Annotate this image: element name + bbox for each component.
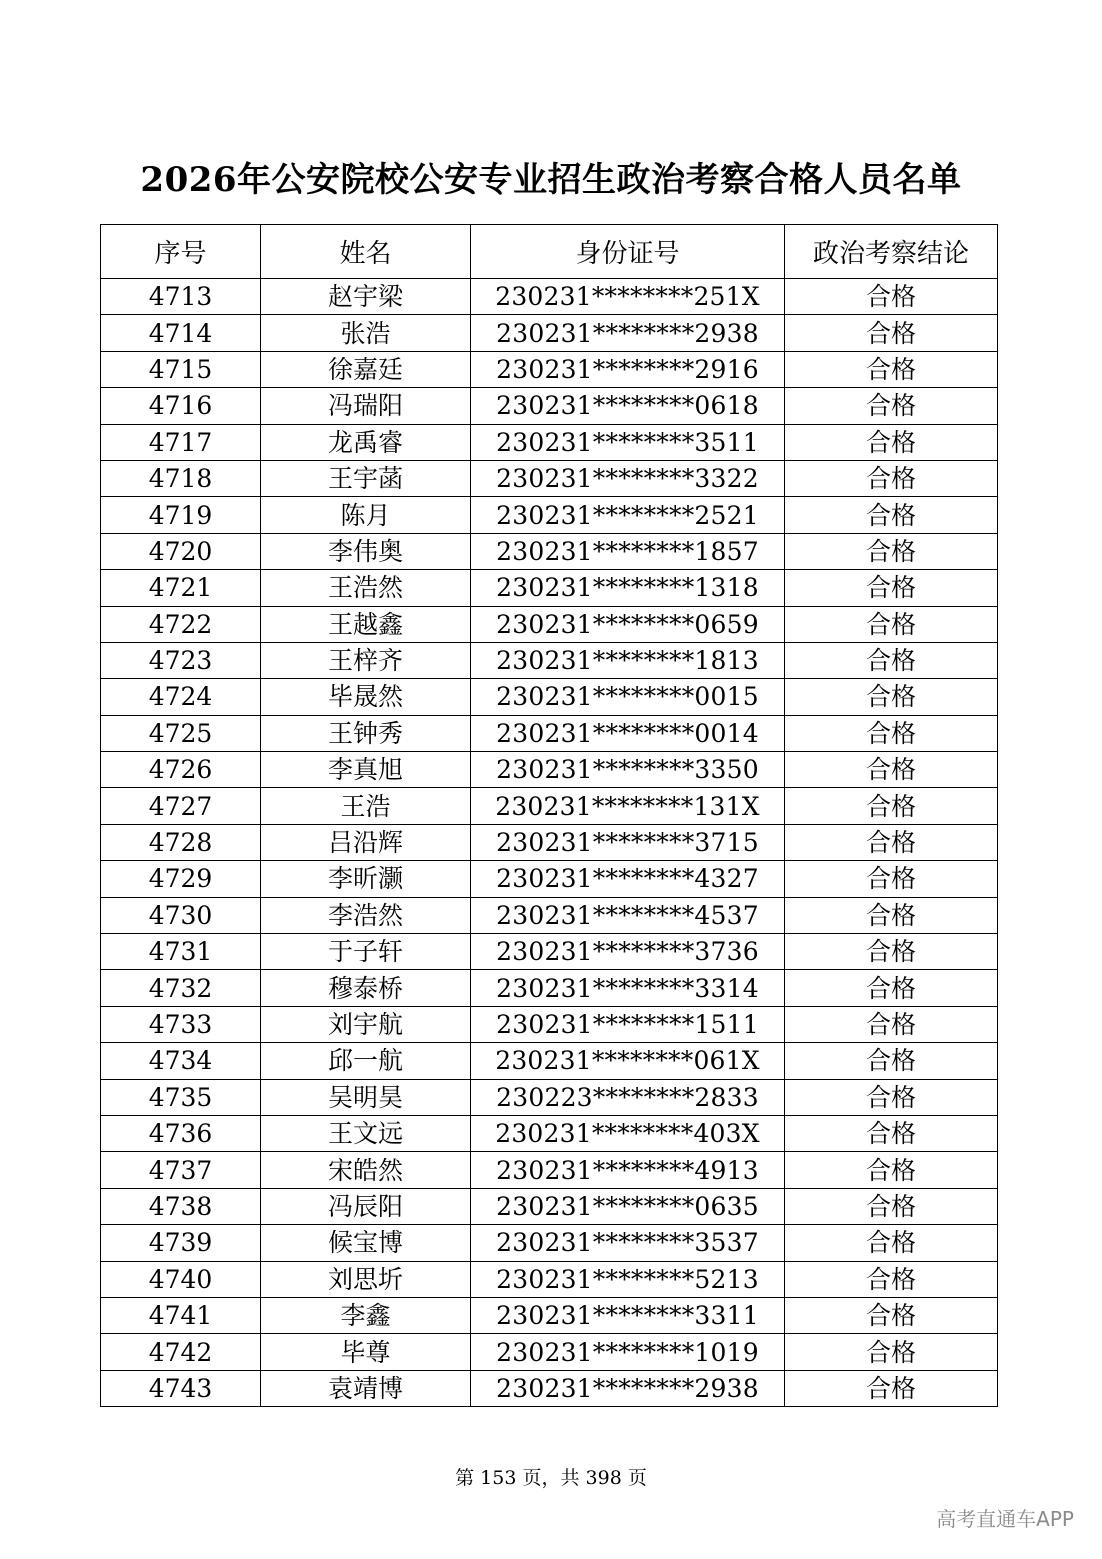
cell-seq: 4722 — [101, 606, 261, 642]
cell-seq: 4743 — [101, 1370, 261, 1406]
cell-result: 合格 — [785, 934, 998, 970]
cell-id-number: 230231********4327 — [471, 861, 785, 897]
cell-result: 合格 — [785, 1006, 998, 1042]
cell-name: 张浩 — [261, 315, 471, 351]
cell-id-number: 230231********2521 — [471, 497, 785, 533]
table-row — [101, 788, 998, 824]
cell-name: 龙禹睿 — [261, 424, 471, 460]
cell-result: 合格 — [785, 897, 998, 933]
header-name: 姓名 — [261, 225, 471, 279]
cell-id-number: 230231********2938 — [471, 315, 785, 351]
table-row — [101, 934, 998, 970]
cell-name: 王浩 — [261, 788, 471, 824]
watermark: 高考直通车APP — [936, 1507, 1074, 1531]
cell-seq: 4734 — [101, 1043, 261, 1079]
table-row — [101, 315, 998, 351]
cell-id-number: 230231********0015 — [471, 679, 785, 715]
table-row — [101, 497, 998, 533]
header-id-number: 身份证号 — [471, 225, 785, 279]
cell-seq: 4740 — [101, 1261, 261, 1297]
table-row — [101, 1261, 998, 1297]
table-row — [101, 715, 998, 751]
cell-result: 合格 — [785, 1188, 998, 1224]
cell-name: 吴明昊 — [261, 1079, 471, 1115]
cell-result: 合格 — [785, 679, 998, 715]
cell-name: 于子轩 — [261, 934, 471, 970]
cell-id-number: 230231********2916 — [471, 351, 785, 387]
table-row — [101, 533, 998, 569]
cell-name: 邱一航 — [261, 1043, 471, 1079]
table-row — [101, 1152, 998, 1188]
cell-result: 合格 — [785, 315, 998, 351]
cell-name: 陈月 — [261, 497, 471, 533]
cell-name: 王钟秀 — [261, 715, 471, 751]
table-row — [101, 1297, 998, 1333]
cell-id-number: 230223********2833 — [471, 1079, 785, 1115]
cell-result: 合格 — [785, 1225, 998, 1261]
cell-result: 合格 — [785, 388, 998, 424]
table-row — [101, 606, 998, 642]
table-row — [101, 1188, 998, 1224]
cell-seq: 4728 — [101, 824, 261, 860]
cell-result: 合格 — [785, 970, 998, 1006]
cell-name: 宋皓然 — [261, 1152, 471, 1188]
cell-result: 合格 — [785, 533, 998, 569]
table-row — [101, 1370, 998, 1406]
table-header-row — [101, 225, 998, 279]
cell-seq: 4724 — [101, 679, 261, 715]
cell-id-number: 230231********1813 — [471, 642, 785, 678]
cell-id-number: 230231********0659 — [471, 606, 785, 642]
table-row — [101, 1115, 998, 1151]
cell-id-number: 230231********0635 — [471, 1188, 785, 1224]
page-footer: 第 153 页，共 398 页 — [455, 1467, 647, 1489]
header-result: 政治考察结论 — [785, 225, 998, 279]
cell-seq: 4718 — [101, 460, 261, 496]
cell-seq: 4731 — [101, 934, 261, 970]
table-row — [101, 824, 998, 860]
cell-id-number: 230231********0618 — [471, 388, 785, 424]
cell-result: 合格 — [785, 1370, 998, 1406]
cell-result: 合格 — [785, 1334, 998, 1370]
table-row — [101, 460, 998, 496]
table-row — [101, 642, 998, 678]
cell-result: 合格 — [785, 497, 998, 533]
table-row — [101, 279, 998, 315]
table-row — [101, 1225, 998, 1261]
cell-seq: 4735 — [101, 1079, 261, 1115]
cell-seq: 4726 — [101, 752, 261, 788]
cell-id-number: 230231********3311 — [471, 1297, 785, 1333]
cell-seq: 4736 — [101, 1115, 261, 1151]
cell-result: 合格 — [785, 861, 998, 897]
cell-seq: 4717 — [101, 424, 261, 460]
cell-id-number: 230231********251X — [471, 279, 785, 315]
cell-name: 刘思圻 — [261, 1261, 471, 1297]
cell-name: 吕沿辉 — [261, 824, 471, 860]
cell-seq: 4742 — [101, 1334, 261, 1370]
table-row — [101, 752, 998, 788]
table-row — [101, 351, 998, 387]
cell-name: 李鑫 — [261, 1297, 471, 1333]
roster-table — [100, 224, 998, 1407]
cell-seq: 4720 — [101, 533, 261, 569]
cell-result: 合格 — [785, 752, 998, 788]
cell-seq: 4723 — [101, 642, 261, 678]
cell-id-number: 230231********1019 — [471, 1334, 785, 1370]
cell-result: 合格 — [785, 460, 998, 496]
cell-name: 刘宇航 — [261, 1006, 471, 1042]
cell-name: 毕尊 — [261, 1334, 471, 1370]
cell-id-number: 230231********3511 — [471, 424, 785, 460]
table-row — [101, 1079, 998, 1115]
cell-seq: 4729 — [101, 861, 261, 897]
cell-result: 合格 — [785, 1115, 998, 1151]
table-row — [101, 897, 998, 933]
cell-id-number: 230231********3715 — [471, 824, 785, 860]
cell-seq: 4719 — [101, 497, 261, 533]
cell-name: 李昕灏 — [261, 861, 471, 897]
cell-seq: 4721 — [101, 570, 261, 606]
cell-result: 合格 — [785, 788, 998, 824]
cell-seq: 4739 — [101, 1225, 261, 1261]
cell-seq: 4737 — [101, 1152, 261, 1188]
cell-id-number: 230231********131X — [471, 788, 785, 824]
cell-id-number: 230231********2938 — [471, 1370, 785, 1406]
cell-result: 合格 — [785, 1297, 998, 1333]
table-row — [101, 1043, 998, 1079]
cell-id-number: 230231********061X — [471, 1043, 785, 1079]
cell-id-number: 230231********0014 — [471, 715, 785, 751]
table-row — [101, 424, 998, 460]
cell-id-number: 230231********3736 — [471, 934, 785, 970]
cell-result: 合格 — [785, 824, 998, 860]
cell-seq: 4733 — [101, 1006, 261, 1042]
cell-id-number: 230231********1318 — [471, 570, 785, 606]
cell-id-number: 230231********3350 — [471, 752, 785, 788]
document-title: 2026年公安院校公安专业招生政治考察合格人员名单 — [140, 160, 962, 200]
header-seq: 序号 — [101, 225, 261, 279]
cell-name: 李真旭 — [261, 752, 471, 788]
cell-result: 合格 — [785, 606, 998, 642]
cell-result: 合格 — [785, 1079, 998, 1115]
cell-id-number: 230231********403X — [471, 1115, 785, 1151]
cell-name: 王浩然 — [261, 570, 471, 606]
cell-id-number: 230231********1857 — [471, 533, 785, 569]
cell-name: 袁靖博 — [261, 1370, 471, 1406]
cell-name: 冯辰阳 — [261, 1188, 471, 1224]
cell-id-number: 230231********3314 — [471, 970, 785, 1006]
cell-name: 候宝博 — [261, 1225, 471, 1261]
cell-seq: 4714 — [101, 315, 261, 351]
table-row — [101, 570, 998, 606]
cell-result: 合格 — [785, 1152, 998, 1188]
cell-id-number: 230231********4913 — [471, 1152, 785, 1188]
cell-result: 合格 — [785, 715, 998, 751]
cell-seq: 4738 — [101, 1188, 261, 1224]
cell-name: 王越鑫 — [261, 606, 471, 642]
cell-seq: 4715 — [101, 351, 261, 387]
cell-name: 李伟奥 — [261, 533, 471, 569]
cell-result: 合格 — [785, 351, 998, 387]
cell-seq: 4716 — [101, 388, 261, 424]
table-row — [101, 861, 998, 897]
table-row — [101, 1006, 998, 1042]
table-row — [101, 679, 998, 715]
cell-name: 王宇菡 — [261, 460, 471, 496]
cell-name: 毕晟然 — [261, 679, 471, 715]
cell-name: 王文远 — [261, 1115, 471, 1151]
cell-name: 赵宇梁 — [261, 279, 471, 315]
cell-result: 合格 — [785, 570, 998, 606]
cell-result: 合格 — [785, 424, 998, 460]
cell-name: 李浩然 — [261, 897, 471, 933]
cell-seq: 4732 — [101, 970, 261, 1006]
cell-result: 合格 — [785, 1043, 998, 1079]
cell-seq: 4725 — [101, 715, 261, 751]
cell-seq: 4741 — [101, 1297, 261, 1333]
cell-id-number: 230231********3322 — [471, 460, 785, 496]
cell-id-number: 230231********5213 — [471, 1261, 785, 1297]
table-row — [101, 388, 998, 424]
cell-seq: 4730 — [101, 897, 261, 933]
cell-result: 合格 — [785, 642, 998, 678]
cell-name: 徐嘉廷 — [261, 351, 471, 387]
cell-name: 王梓齐 — [261, 642, 471, 678]
cell-name: 穆泰桥 — [261, 970, 471, 1006]
cell-result: 合格 — [785, 279, 998, 315]
cell-id-number: 230231********3537 — [471, 1225, 785, 1261]
table-row — [101, 1334, 998, 1370]
cell-id-number: 230231********4537 — [471, 897, 785, 933]
cell-seq: 4727 — [101, 788, 261, 824]
cell-name: 冯瑞阳 — [261, 388, 471, 424]
table-body — [101, 279, 998, 1407]
cell-result: 合格 — [785, 1261, 998, 1297]
cell-seq: 4713 — [101, 279, 261, 315]
cell-id-number: 230231********1511 — [471, 1006, 785, 1042]
table-row — [101, 970, 998, 1006]
